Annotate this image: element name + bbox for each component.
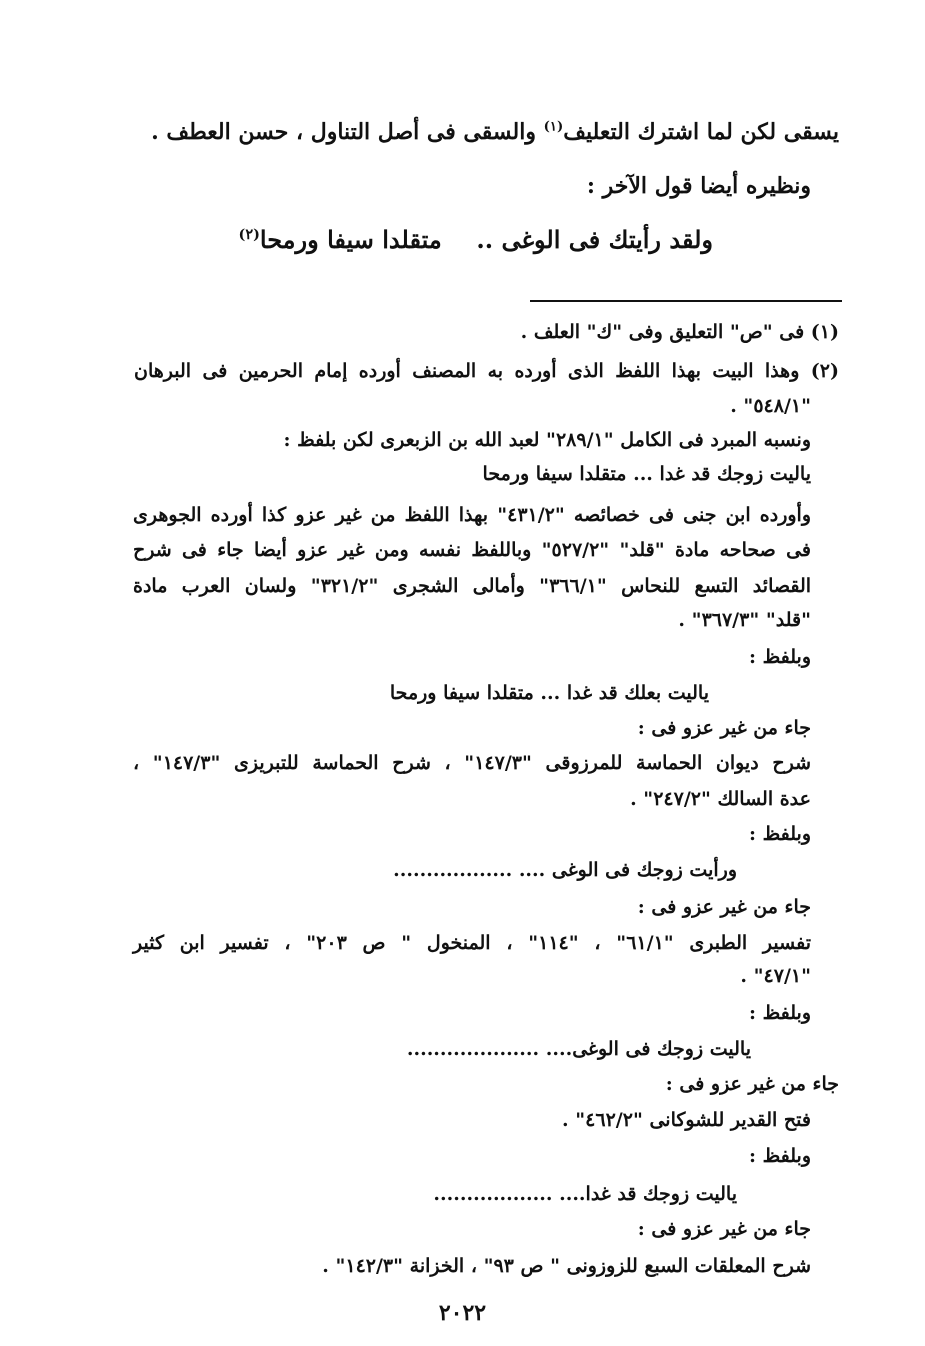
footnote-2-line-4: وأورده ابن جنى فى خصائصه "٤٣١/٢" بهذا اللفظ من غير عزو كذا أورده الجوهرى xyxy=(133,504,811,526)
verse-hemistich-2: متقلدا سيفا ورمحا xyxy=(259,225,442,254)
variant-label-3: وبلفظ : xyxy=(748,1002,811,1024)
verse-line xyxy=(239,226,713,254)
footnote-2-verse-1: ياليت زوجك قد غدا ... متقلدا سيفا ورمحا xyxy=(482,463,811,485)
body-line-2: ونظيره أيضا قول الآخر : xyxy=(586,173,811,199)
variant-source-label-4: جاء من غير عزو فى : xyxy=(637,1218,811,1240)
variant-verse-3: ياليت زوجك فى الوغى.... .................... xyxy=(406,1038,751,1060)
variant-source-3: فتح القدير للشوكانى "٤٦٢/٢" . xyxy=(562,1109,811,1131)
variant-verse-1: ياليت بعلك قد غدا ... متقلدا سيفا ورمحا xyxy=(389,682,709,704)
footnote-2-line-1: (٢) وهذا البيت بهذا اللفظ الذى أورده به المصنف أورده إمام الحرمين فى البرهان xyxy=(134,360,839,382)
variant-source-1-line-2: عدة السالك "٢٤٧/٢" . xyxy=(630,788,811,810)
footnote-2-line-2: "٥٤٨/١" . xyxy=(730,395,811,417)
variant-verse-4: ياليت زوجك قد غدا.... .................. xyxy=(433,1183,737,1205)
footnote-marker-2: (٢) xyxy=(238,226,260,243)
footnote-2-line-7: "قلد" "٣٦٧/٣" . xyxy=(678,609,811,631)
footnote-separator xyxy=(530,300,842,302)
footnote-2-line-5: فى صحاحه مادة "قلد" "٥٢٧/٢" وباللفظ نفسه ومن غير عزو أيضا جاء فى شرح xyxy=(133,539,811,561)
variant-source-1-line-1: شرح ديوان الحماسة للمرزوقى "١٤٧/٣" ، شرح الحماسة للتبريزى "١٤٧/٣" ، xyxy=(133,752,811,774)
verse-hemistich-1: ولقد رأيتك فى الوغى .. xyxy=(476,225,713,254)
footnote-2-line-6: القصائد التسع للنحاس "٣٦٦/١" وأمالى الشجرى "٣٢١/٢" ولسان العرب مادة xyxy=(133,575,812,597)
variant-source-label-2: جاء من غير عزو فى : xyxy=(637,896,811,918)
variant-source-4: شرح المعلقات السبع للزوزونى " ص ٩٣" ، الخزانة "١٤٢/٣" . xyxy=(322,1255,811,1277)
footnote-marker-1: (١) xyxy=(543,119,564,135)
body-line-1-end: والسقى فى أصل التناول ، حسن العطف . xyxy=(151,119,544,145)
variant-label-4: وبلفظ : xyxy=(748,1145,811,1167)
body-line-1-start: يسقى لكن لما اشترك التعليف xyxy=(563,119,839,145)
variant-label-1: وبلفظ : xyxy=(748,646,811,668)
footnote-1: (١) فى "ص" التعليق وفى "ك" العلف . xyxy=(520,321,839,343)
page-number: ٢٠٢٢ xyxy=(438,1300,487,1326)
variant-source-2-line-1: تفسير الطبرى "٦١/١" ، "١١٤" ، المنخول " ص ٢٠٣" ، تفسير ابن كثير xyxy=(133,932,811,954)
variant-source-label-3: جاء من غير عزو فى : xyxy=(665,1073,839,1095)
variant-source-2-line-2: "٤٧/١" . xyxy=(740,965,811,987)
variant-source-label-1: جاء من غير عزو فى : xyxy=(637,717,811,739)
variant-verse-2: ورأيت زوجك فى الوغى .... .................. xyxy=(393,859,737,881)
body-line-1 xyxy=(151,118,839,146)
variant-label-2: وبلفظ : xyxy=(748,823,811,845)
footnote-2-line-3: ونسبه المبرد فى الكامل "٢٨٩/١" لعبد الله بن الزبعرى لكن بلفظ : xyxy=(283,429,811,451)
